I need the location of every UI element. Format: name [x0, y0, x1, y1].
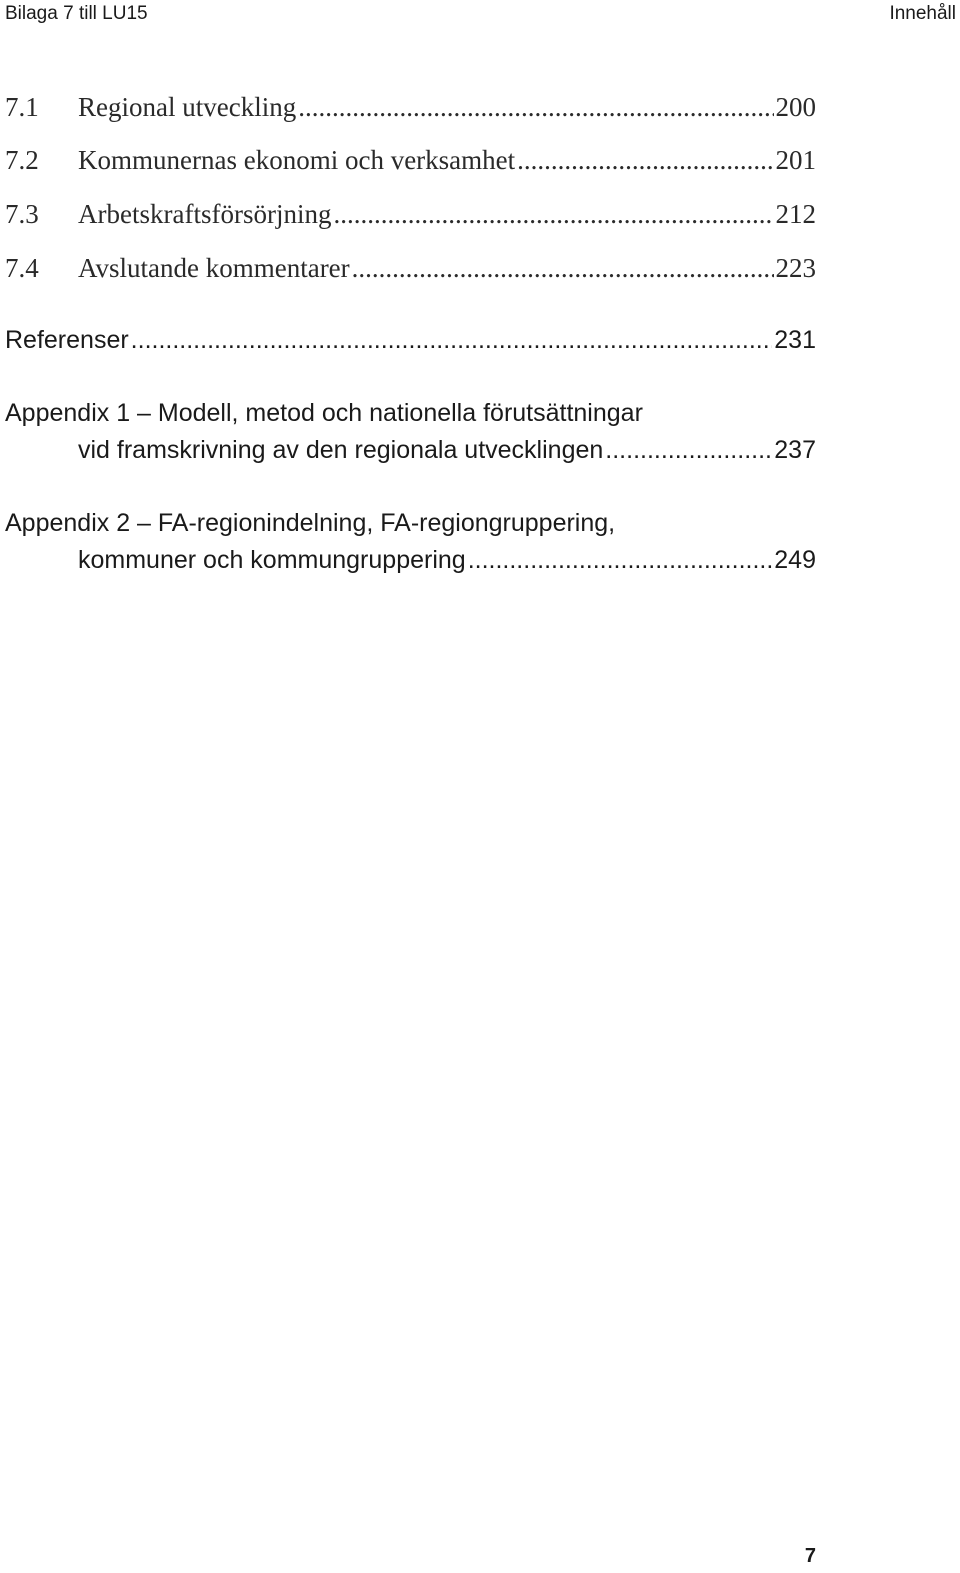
toc-entry-page: 200: [775, 92, 816, 122]
toc-entry-page: 223: [775, 253, 816, 283]
dot-leader: [298, 89, 773, 125]
toc-entry-number: 7.4: [5, 253, 39, 283]
toc-entry-title: Avslutande kommentarer: [78, 253, 350, 283]
header-document-title: Bilaga 7 till LU15: [5, 3, 148, 24]
toc-entry-page: 201: [775, 145, 816, 175]
dot-leader: [605, 432, 772, 469]
toc-entry-7-4[interactable]: [5, 250, 816, 286]
page-number: 7: [804, 1545, 816, 1567]
toc-entry-references[interactable]: [5, 322, 816, 359]
toc-entry-title: Regional utveckling: [78, 92, 297, 122]
toc-entry-title: Kommunernas ekonomi och verksamhet: [78, 145, 516, 175]
toc-entry-page: 249: [774, 546, 816, 574]
toc-entry-title-line-2: kommuner och kommungruppering: [78, 546, 466, 574]
dot-leader: [352, 250, 774, 286]
header-section-title: Innehåll: [889, 3, 956, 24]
toc-entry-page: 237: [774, 436, 816, 464]
toc-entry-page: 231: [774, 326, 816, 354]
dot-leader: [131, 322, 773, 359]
toc-entry-number: 7.3: [5, 199, 39, 229]
toc-entry-number: 7.1: [5, 92, 39, 122]
toc-entry-title-line-1: Appendix 2 – FA-regionindelning, FA-regiongruppering,: [5, 509, 616, 537]
dot-leader: [517, 142, 773, 178]
toc-entry-page: 212: [775, 199, 816, 229]
toc-entry-number: 7.2: [5, 145, 39, 175]
dot-leader: [333, 196, 773, 232]
toc-entry-title: Arbetskraftsförsörjning: [78, 199, 332, 229]
toc-entry-title-line-2: vid framskrivning av den regionala utvecklingen: [78, 436, 604, 464]
toc-entry-title: Referenser: [5, 326, 129, 354]
toc-entry-title-line-1: Appendix 1 – Modell, metod och nationella förutsättningar: [5, 399, 643, 427]
toc-entry-7-1[interactable]: [5, 89, 816, 125]
toc-entry-7-2[interactable]: [5, 142, 816, 178]
toc-entry-appendix-1[interactable]: [5, 395, 816, 469]
toc-entry-appendix-2[interactable]: [5, 505, 816, 579]
toc-entry-7-3[interactable]: [5, 196, 816, 232]
dot-leader: [468, 542, 773, 579]
running-header: [5, 2, 956, 26]
